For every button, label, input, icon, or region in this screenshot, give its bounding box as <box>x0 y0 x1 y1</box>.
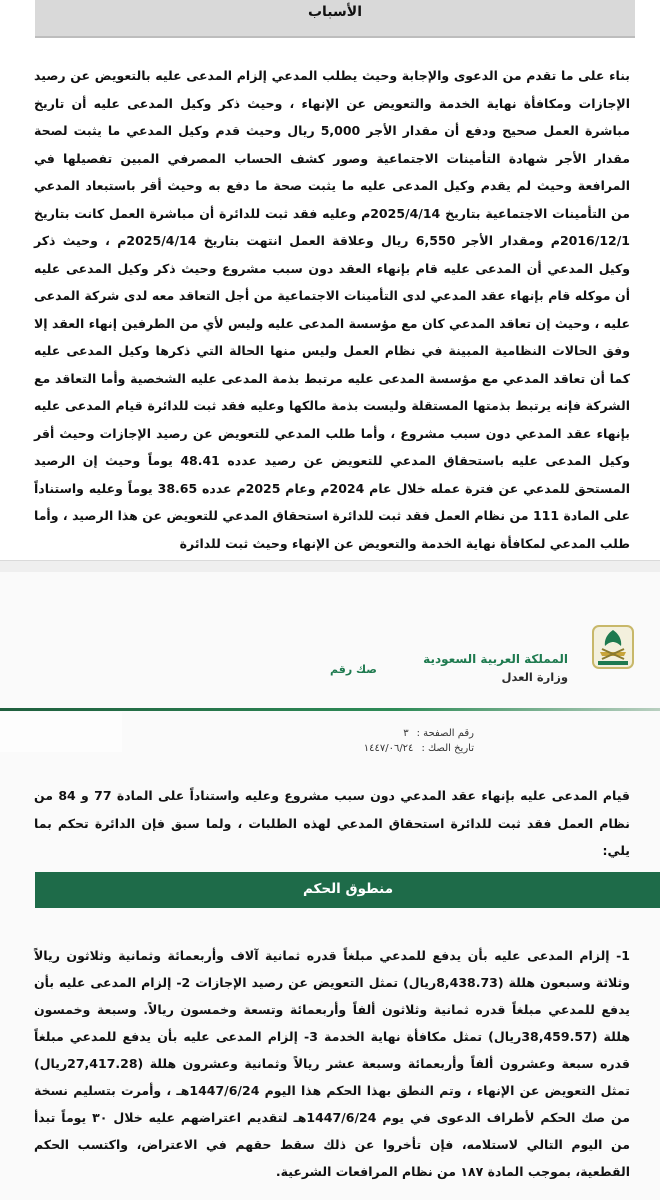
deed-date-value: ١٤٤٧/٠٦/٢٤ <box>363 743 414 754</box>
country-name: المملكة العربية السعودية <box>423 652 568 666</box>
reasons-heading-banner <box>35 0 635 38</box>
page-number-row <box>364 726 474 741</box>
page-number-value: ٣ <box>403 728 409 739</box>
header-divider <box>0 708 660 711</box>
ruling-heading-banner <box>35 872 660 908</box>
document-page-top <box>0 0 660 572</box>
deed-number-label: صك رقم <box>330 663 377 676</box>
ministry-emblem-icon <box>590 622 636 672</box>
ministry-name: وزارة العدل <box>501 670 568 684</box>
ruling-paragraph: 1- إلزام المدعى عليه بأن يدفع للمدعي مبلغاً قدره ثمانية آلاف وأربعمائة وثمانية وثلاثون ريالاً وثلاثة وسبعون هللة (8,438.73ريال) تمثل التعويض عن رصيد الإجازات 2- إلزام المدعى عليه بأن يدفع للمدعي مبلغاً قدره ثمانية وثلاثون ألفاً وأربعمائة وتسعة وخمسون ريالاً. وسبعة وخمسون هللة (38,459.57ريال) تمثل مكافأة نهاية الخدمة 3- إلزام المدعى عليه بأن يدفع للمدعي مبلغاً قدره سبعة وعشرون ألفاً وأربعمائة وسبعة عشر ريالاً وثمانية وعشرون هللة (27,417.28ريال) تمثل التعويض عن الإنهاء ، وتم النطق بهذا الحكم هذا اليوم 1447/6/24هـ ، وأمرت بتسليم نسخة من صك الحكم لأطراف الدعوى في يوم 1447/6/24هـ لتقديم اعتراضهم عليه خلال ٣٠ يوماً تبدأ من اليوم التالي لاستلامه، فإن تأخروا عن ذلك سقط حقهم في الاعتراض، واكتسب الحكم القطعية، بموجب المادة ١٨٧ من نظام المرافعات الشرعية. <box>34 948 630 1179</box>
reasons-heading: الأسباب <box>307 4 363 20</box>
page-number-label: رقم الصفحة : <box>416 728 474 739</box>
document-meta <box>364 726 474 756</box>
ministry-block <box>423 650 568 686</box>
deed-date-label: تاريخ الصك : <box>421 743 474 754</box>
redacted-area <box>0 712 122 752</box>
continuation-paragraph: قيام المدعى عليه بإنهاء عقد المدعي دون سبب مشروع وعليه واستناداً على المادة 77 و 84 من نظام العمل فقد ثبت للدائرة استحقاق المدعي لهذه الطلبات ، ولما سبق فإن الدائرة تحكم بما يلي: <box>34 788 630 858</box>
deed-date-row <box>364 741 474 756</box>
reasons-paragraph: بناء على ما تقدم من الدعوى والإجابة وحيث يطلب المدعي إلزام المدعى عليه بالتعويض عن رصيد الإجازات ومكافأة نهاية الخدمة والتعويض عن الإنهاء ، وحيث ذكر وكيل المدعى عليه أن تاريخ مباشرة العمل صحيح ودفع أن مقدار الأجر 5,000 ريال وحيث قدم وكيل المدعي ما يثبت لصحة مقدار الأجر شهادة التأمينات الاجتماعية وصور كشف الحساب المصرفي المبين تفصيلها في المرافعة وحيث لم يقدم وكيل المدعى عليه ما يثبت صحة ما دفع به وحيث أقر باستبعاد المدعي من التأمينات الاجتماعية بتاريخ 2025/4/14م وعليه فقد ثبت للدائرة أن مباشرة العمل كانت بتاريخ 2016/12/1م ومقدار الأجر 6,550 ريال وعلاقة العمل انتهت بتاريخ 2025/4/14م ، وحيث ذكر وكيل المدعي أن المدعى عليه قام بإنهاء العقد دون سبب مشروع وحيث ذكر وكيل المدعى عليه أن موكله قام بإنهاء عقد المدعي لدى التأمينات الاجتماعية من أجل التعاقد معه لدى شركة المدعى عليه ، وحيث إن تعاقد المدعي كان مع مؤسسة المدعى عليه وليس لأي من الطرفين إنهاء العقد إلا وفق الحالات النظامية المبينة في نظام العمل وليس منها الحالة التي ذكرها وكيل المدعى عليه كما أن تعاقد المدعي مع مؤسسة المدعى عليه مرتبط بذمة المدعى عليه الشخصية وأما التعاقد مع الشركة فإنه يرتبط بذمتها المستقلة وليست بذمة مالكها وعليه فقد ثبت للدائرة قيام المدعى عليه بإنهاء عقد المدعي دون سبب مشروع ، وأما طلب المدعي للتعويض عن رصيد الإجازات وحيث أقر وكيل المدعى عليه باستحقاق المدعي للتعويض عن رصيد عدده 48.41 يوماً وحيث إن الرصيد المستحق للمدعي عن فترة عمله خلال عام 2024م وعام 2025م عدده 38.65 يوماً وعليه واستناداً على المادة 111 من نظام العمل فقد ثبت للدائرة استحقاق المدعي للتعويض عن هذا الرصيد ، وأما طلب المدعي لمكافأة نهاية الخدمة والتعويض عن الإنهاء وحيث ثبت للدائرة <box>34 68 631 551</box>
ruling-heading: منطوق الحكم <box>302 881 394 897</box>
